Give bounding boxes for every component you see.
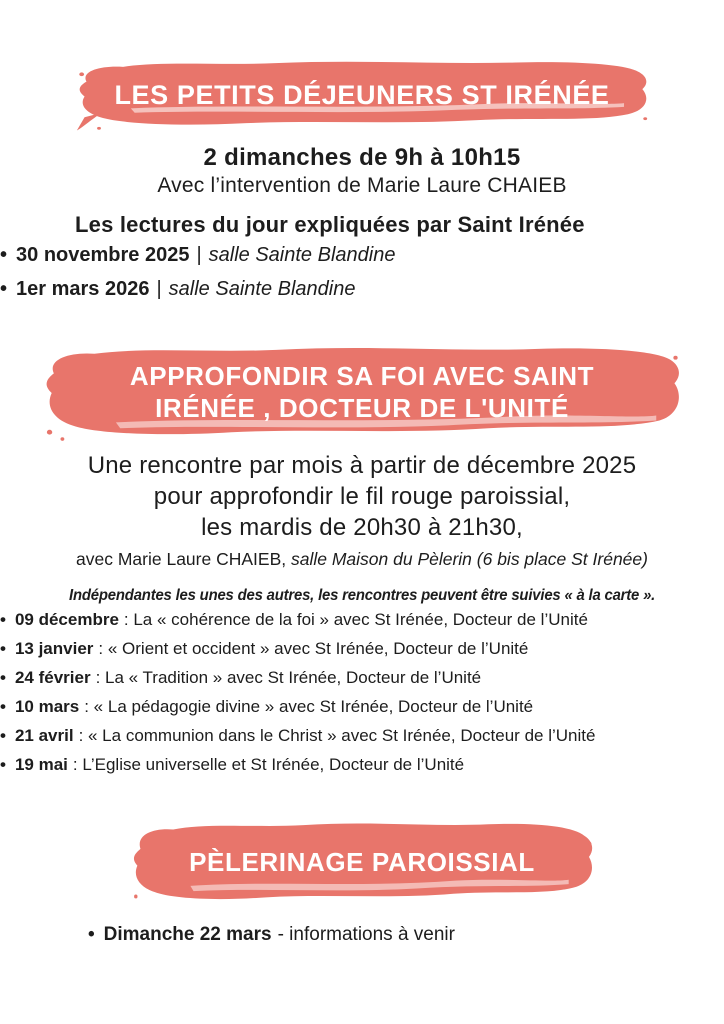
intro-line: Une rencontre par mois à partir de décembre 2025 [87, 452, 637, 479]
topic-label: : L’Eglise universelle et St Irénée, Docteur de l’Unité [72, 755, 465, 774]
heading-lectures: Les lectures du jour expliquées par Saint Irénée [75, 212, 585, 237]
banner-breakfasts [73, 58, 651, 132]
list-item [0, 663, 724, 692]
independence-note-text: Indépendantes les unes des autres, les rencontres peuvent être suivies « à la carte ». [68, 587, 656, 604]
venue-label: salle Maison du Pèlerin (6 bis place St Irénée) [290, 549, 648, 569]
banner-pilgrimage-title: PÈLERINAGE PAROISSIAL [189, 847, 535, 878]
bullet-icon: • [0, 668, 6, 687]
breakfast-dates-list [0, 238, 724, 306]
banner-deepen-title-line2: IRÉNÉE , DOCTEUR DE L'UNITÉ [155, 393, 569, 423]
topic-label: : La « cohérence de la foi » avec St Irénée, Docteur de l’Unité [123, 610, 588, 629]
bullet-icon: • [0, 697, 6, 716]
pilgrimage-item [88, 924, 724, 946]
date-label: 24 février [14, 668, 91, 687]
banner-pilgrimage [128, 819, 596, 907]
date-label: Dimanche 22 mars [103, 924, 272, 945]
venue-label: salle Sainte Blandine [168, 278, 356, 300]
info-label: - informations à venir [277, 924, 455, 945]
banner-deepen [41, 344, 683, 442]
bullet-icon: • [0, 726, 6, 745]
topic-label: : « Orient et occident » avec St Irénée, Docteur de l’Unité [98, 639, 529, 658]
separator: | [156, 278, 162, 300]
topic-label: : La « Tradition » avec St Irénée, Docteur de l’Unité [95, 668, 482, 687]
section-deepen [0, 344, 724, 779]
list-item [0, 634, 724, 663]
date-label: 19 mai [14, 755, 68, 774]
list-item [0, 721, 724, 750]
date-label: 1er mars 2026 [16, 278, 150, 300]
meetings-list [0, 605, 724, 779]
date-label: 10 mars [14, 697, 80, 716]
bullet-icon: • [0, 639, 6, 658]
breakfasts-schedule: 2 dimanches de 9h à 10h15 [203, 144, 521, 171]
speaker-label: avec Marie Laure CHAIEB, [76, 549, 287, 569]
bullet-icon: • [88, 924, 95, 945]
separator: | [196, 244, 202, 266]
date-label: 13 janvier [14, 639, 94, 658]
date-label: 30 novembre 2025 [16, 244, 190, 266]
intro-line: les mardis de 20h30 à 21h30, [201, 514, 523, 541]
bullet-icon: • [0, 610, 6, 629]
speaker-venue-line [0, 549, 724, 570]
list-item [0, 605, 724, 634]
venue-label: salle Sainte Blandine [208, 244, 396, 266]
topic-label: : « La pédagogie divine » avec St Irénée, Docteur de l’Unité [84, 697, 534, 716]
banner-deepen-title-line1: APPROFONDIR SA FOI AVEC SAINT [129, 361, 595, 392]
topic-label: : « La communion dans le Christ » avec St Irénée, Docteur de l’Unité [78, 726, 596, 745]
bullet-icon: • [0, 278, 8, 300]
date-label: 21 avril [14, 726, 74, 745]
intro-paragraph [0, 450, 724, 543]
intro-line: pour approfondir le fil rouge paroissial, [153, 483, 571, 510]
banner-breakfasts-title: LES PETITS DÉJEUNERS ST IRÉNÉE [114, 79, 610, 110]
section-breakfasts [0, 58, 724, 306]
breakfasts-speaker: Avec l’intervention de Marie Laure CHAIEB [157, 174, 567, 197]
bullet-icon: • [0, 244, 8, 266]
list-item [0, 692, 724, 721]
bullet-icon: • [0, 755, 6, 774]
section-pilgrimage [0, 819, 724, 946]
list-item [0, 272, 724, 306]
list-item [0, 238, 724, 272]
date-label: 09 décembre [14, 610, 119, 629]
list-item [0, 750, 724, 779]
independence-note [0, 587, 724, 605]
